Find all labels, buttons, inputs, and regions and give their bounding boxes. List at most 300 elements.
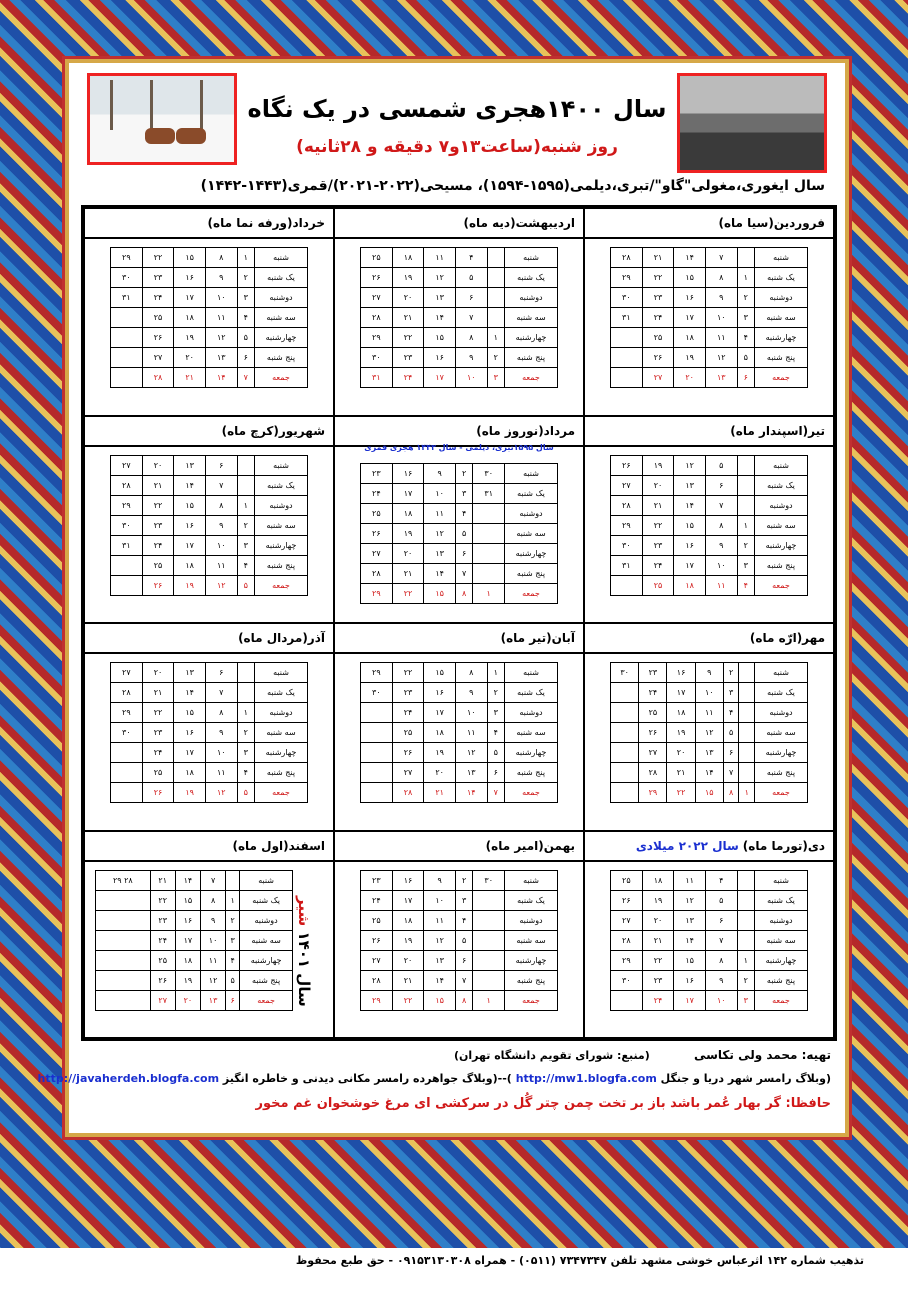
weekday-label: یک شنبه (505, 483, 558, 503)
day-cell: ۲۴ (142, 535, 174, 555)
day-cell: ۲۷ (111, 455, 143, 475)
day-cell: ۲۶ (361, 930, 393, 950)
weekday-label: پنج شنبه (755, 348, 808, 368)
weekday-label: چهارشنبه (255, 743, 308, 763)
month-cell (584, 831, 834, 1039)
weekday-label: شنبه (755, 663, 808, 683)
month-name: شهریور(کرچ ماه) (221, 423, 325, 438)
day-cell: ۴ (487, 723, 504, 743)
weekday-label: دوشنبه (255, 288, 308, 308)
day-cell: ۲۴ (392, 703, 424, 723)
day-cell: ۱۱ (205, 308, 237, 328)
day-cell: ۱۸ (392, 910, 424, 930)
day-cell (237, 475, 254, 495)
day-cell (611, 575, 643, 595)
day-cell: ۲۸ (639, 763, 667, 783)
month-table (95, 870, 293, 1011)
day-cell (361, 703, 393, 723)
day-cell: ۴ (226, 950, 240, 970)
day-cell: ۲۸ (611, 248, 643, 268)
day-cell: ۱۰ (205, 743, 237, 763)
day-cell: ۱۱ (205, 555, 237, 575)
day-cell: ۱۱ (455, 723, 487, 743)
day-cell: ۷ (455, 308, 487, 328)
weekday-label: پنج شنبه (755, 555, 808, 575)
day-cell: ۲۴ (392, 368, 424, 388)
day-cell: ۲۲ (642, 268, 674, 288)
day-cell: ۱۷ (424, 703, 456, 723)
month-table (110, 455, 308, 596)
day-cell: ۲۹ (361, 583, 393, 603)
day-cell: ۱۳ (455, 763, 487, 783)
day-cell: ۱۵ (424, 663, 456, 683)
day-cell: ۱۹ (642, 890, 674, 910)
day-cell: ۳۰ (611, 535, 643, 555)
weekday-label: جمعه (505, 368, 558, 388)
day-cell (111, 783, 143, 803)
day-cell: ۳۱ (611, 555, 643, 575)
day-cell: ۵ (237, 328, 254, 348)
month-title (85, 832, 333, 862)
day-cell: ۱۹ (392, 268, 424, 288)
weekday-label: پنج شنبه (505, 763, 558, 783)
day-cell: ۲۰ (642, 910, 674, 930)
day-cell: ۳۰ (473, 870, 505, 890)
day-cell: ۲۳ (142, 723, 174, 743)
day-cell: ۱۹ (392, 523, 424, 543)
day-cell: ۱۹ (674, 348, 706, 368)
day-cell: ۲۷ (642, 368, 674, 388)
day-cell: ۲۱ (667, 763, 695, 783)
weekday-label: پنج شنبه (240, 970, 293, 990)
day-cell: ۲۳ (642, 970, 674, 990)
day-cell: ۲ (455, 463, 472, 483)
blog-link-1[interactable]: http://mw1.blogfa.com (515, 1072, 657, 1085)
month-cell (334, 208, 584, 416)
day-cell (96, 930, 150, 950)
weekday-label: پنج شنبه (255, 555, 308, 575)
day-cell: ۲۹ (111, 248, 143, 268)
weekday-label: پنج شنبه (255, 348, 308, 368)
day-cell: ۱۳ (674, 475, 706, 495)
day-cell: ۳ (455, 890, 472, 910)
day-cell: ۱۳ (201, 990, 226, 1010)
day-cell: ۷ (455, 970, 472, 990)
day-cell: ۴ (237, 308, 254, 328)
month-subtitle: سال ۲۰۲۲ میلادی (635, 838, 739, 853)
weekday-label: پنج شنبه (755, 763, 808, 783)
day-cell: ۲۰ (175, 990, 200, 1010)
day-cell: ۱ (487, 663, 504, 683)
weekday-label: شنبه (505, 663, 558, 683)
month-cell (84, 623, 334, 831)
day-cell (226, 870, 240, 890)
year-line: سال ایغوری،مغولی"گاو"/تبری،دیلمی(۱۵۹۵-۱۵۹۴)، مسیحی(۲۰۲۲-۲۰۲۱)/قمری(۱۴۴۳-۱۴۴۲) (200, 178, 825, 194)
day-cell: ۲۸ (361, 563, 393, 583)
day-cell: ۱۰ (705, 555, 737, 575)
day-cell: ۲۵ (392, 723, 424, 743)
day-cell (611, 990, 643, 1010)
day-cell: ۱۹ (174, 783, 206, 803)
day-cell (473, 523, 505, 543)
day-cell: ۸ (705, 515, 737, 535)
day-cell: ۱۵ (175, 890, 200, 910)
day-cell: ۱۵ (174, 703, 206, 723)
day-cell (611, 703, 639, 723)
weekday-label: شنبه (755, 248, 808, 268)
weekday-label: سه شنبه (755, 515, 808, 535)
month-table (110, 247, 308, 388)
weekday-label: یک شنبه (755, 890, 808, 910)
day-cell: ۲۵ (642, 575, 674, 595)
day-cell: ۲۸ (111, 475, 143, 495)
day-cell (611, 743, 639, 763)
day-cell: ۲۳ (361, 870, 393, 890)
day-cell (473, 910, 505, 930)
day-cell: ۲۸ (361, 308, 393, 328)
day-cell (611, 683, 639, 703)
month-table (360, 662, 558, 803)
next-year-label (287, 882, 313, 1022)
day-cell: ۱۶ (392, 463, 424, 483)
day-cell: ۵ (455, 268, 487, 288)
day-cell: ۲۶ (639, 723, 667, 743)
day-cell: ۴ (723, 703, 739, 723)
weekday-label: چهارشنبه (255, 328, 308, 348)
day-cell (739, 763, 755, 783)
day-cell: ۲۱ (642, 930, 674, 950)
month-table (110, 662, 308, 803)
month-cell (334, 831, 584, 1039)
day-cell: ۲۵ (642, 328, 674, 348)
day-cell: ۱۸ (424, 723, 456, 743)
day-cell (473, 930, 505, 950)
day-cell: ۹ (201, 910, 226, 930)
day-cell: ۱۶ (175, 910, 200, 930)
day-cell: ۱ (737, 950, 754, 970)
day-cell: ۲۹ (639, 783, 667, 803)
source: (منبع: شورای تقویم دانشگاه تهران) (453, 1049, 650, 1062)
group-photo (677, 73, 827, 173)
day-cell: ۴ (455, 248, 487, 268)
blog-link-2[interactable]: http://javaherdeh.blogfa.com (37, 1072, 220, 1085)
day-cell: ۸ (723, 783, 739, 803)
day-cell (611, 763, 639, 783)
day-cell: ۲۳ (639, 663, 667, 683)
day-cell: ۲۱ (174, 368, 206, 388)
day-cell: ۲۸ (361, 970, 393, 990)
day-cell: ۲۶ (642, 348, 674, 368)
day-cell: ۲۱ (392, 563, 424, 583)
weekday-label: دوشنبه (755, 703, 808, 723)
day-cell: ۲۵ (639, 703, 667, 723)
weekday-label: سه شنبه (255, 308, 308, 328)
day-cell: ۶ (487, 763, 504, 783)
day-cell: ۷ (705, 495, 737, 515)
month-name: آذر(مردال ماه) (238, 631, 325, 645)
weekday-label: جمعه (755, 990, 808, 1010)
weekday-label: شنبه (505, 248, 558, 268)
weekday-label: یک شنبه (755, 683, 808, 703)
day-cell: ۵ (737, 348, 754, 368)
day-cell: ۲۹ (361, 328, 393, 348)
weekday-label: چهارشنبه (755, 328, 808, 348)
day-cell (111, 575, 143, 595)
day-cell: ۲۵ (361, 910, 393, 930)
day-cell: ۲۰ (142, 663, 174, 683)
day-cell: ۱۳ (674, 910, 706, 930)
day-cell: ۳۱ (111, 288, 143, 308)
day-cell: ۳ (237, 288, 254, 308)
day-cell: ۳۱ (361, 368, 393, 388)
day-cell: ۱۵ (695, 783, 723, 803)
day-cell: ۲۵ (150, 950, 175, 970)
weekday-label: سه شنبه (505, 523, 558, 543)
day-cell: ۱۴ (205, 368, 237, 388)
month-name: خرداد(ورفه نما ماه) (207, 216, 325, 230)
day-cell: ۲۰ (392, 950, 424, 970)
day-cell: ۱۵ (674, 515, 706, 535)
day-cell: ۲۳ (642, 535, 674, 555)
day-cell: ۱۸ (174, 308, 206, 328)
day-cell: ۱۸ (392, 248, 424, 268)
day-cell: ۳۰ (611, 970, 643, 990)
day-cell: ۲۳ (392, 683, 424, 703)
day-cell: ۲۶ (361, 268, 393, 288)
day-cell: ۲۱ (142, 683, 174, 703)
day-cell (739, 743, 755, 763)
day-cell: ۲۹ (111, 495, 143, 515)
day-cell: ۱۷ (667, 683, 695, 703)
day-cell: ۷ (487, 783, 504, 803)
months-grid (81, 205, 837, 1041)
day-cell: ۲۶ (361, 523, 393, 543)
day-cell: ۱۴ (695, 763, 723, 783)
day-cell: ۱۷ (424, 368, 456, 388)
day-cell: ۱۲ (205, 328, 237, 348)
page-title: سال ۱۴۰۰هجری شمسی در یک نگاه (247, 95, 667, 123)
month-table (610, 662, 808, 803)
month-title (335, 832, 583, 862)
day-cell: ۱ (473, 583, 505, 603)
month-title (85, 209, 333, 239)
day-cell: ۸ (205, 703, 237, 723)
day-cell: ۵ (455, 523, 472, 543)
day-cell: ۴ (705, 870, 737, 890)
month-cell (334, 623, 584, 831)
day-cell: ۱۹ (175, 970, 200, 990)
day-cell: ۲۹ (361, 990, 393, 1010)
day-cell: ۱۵ (424, 583, 456, 603)
day-cell: ۳۰ (473, 463, 505, 483)
day-cell: ۱۷ (174, 288, 206, 308)
day-cell (739, 723, 755, 743)
day-cell: ۱۴ (674, 930, 706, 950)
day-cell: ۴ (737, 328, 754, 348)
day-cell: ۱۲ (205, 783, 237, 803)
day-cell: ۲۲ (392, 583, 424, 603)
day-cell (96, 950, 150, 970)
day-cell: ۱۳ (424, 950, 456, 970)
day-cell (96, 990, 150, 1010)
day-cell (111, 368, 143, 388)
day-cell: ۲ (237, 723, 254, 743)
weekday-label: پنج شنبه (505, 563, 558, 583)
day-cell: ۲۹ (361, 663, 393, 683)
day-cell: ۱۹ (174, 575, 206, 595)
day-cell: ۲۸ (111, 683, 143, 703)
day-cell (473, 970, 505, 990)
day-cell: ۱۱ (705, 575, 737, 595)
month-name: اردیبهشت(دیه ماه) (463, 216, 575, 230)
day-cell: ۶ (723, 743, 739, 763)
day-cell (111, 743, 143, 763)
day-cell: ۵ (705, 455, 737, 475)
day-cell: ۱۱ (424, 248, 456, 268)
day-cell: ۱۳ (174, 455, 206, 475)
day-cell (111, 308, 143, 328)
weekday-label: چهارشنبه (505, 743, 558, 763)
day-cell: ۱۶ (674, 288, 706, 308)
day-cell: ۶ (205, 663, 237, 683)
day-cell: ۲۶ (611, 890, 643, 910)
month-table (360, 870, 558, 1011)
day-cell: ۸ (455, 328, 487, 348)
weekday-label: دوشنبه (505, 910, 558, 930)
day-cell (487, 248, 504, 268)
next-year-animal: شیر (295, 896, 313, 927)
day-cell: ۸ (705, 950, 737, 970)
day-cell: ۳ (237, 535, 254, 555)
weekday-label: جمعه (240, 990, 293, 1010)
day-cell: ۷ (705, 930, 737, 950)
day-cell: ۱۰ (424, 890, 456, 910)
weekday-label: سه شنبه (755, 930, 808, 950)
day-cell: ۲۸ ۲۹ (96, 870, 150, 890)
weekday-label: چهارشنبه (505, 543, 558, 563)
day-cell: ۲۳ (150, 910, 175, 930)
day-cell: ۱۹ (642, 455, 674, 475)
day-cell: ۲۷ (361, 950, 393, 970)
day-cell: ۱۳ (205, 348, 237, 368)
day-cell: ۱۴ (174, 475, 206, 495)
month-name: مرداد(نوروز ماه) (476, 423, 575, 438)
day-cell: ۳ (487, 703, 504, 723)
author: تهیه: محمد ولی تکاسی (693, 1048, 831, 1062)
day-cell (361, 763, 393, 783)
day-cell: ۶ (455, 288, 487, 308)
day-cell: ۵ (705, 890, 737, 910)
weekday-label: چهارشنبه (755, 743, 808, 763)
day-cell: ۴ (455, 910, 472, 930)
day-cell: ۲۱ (150, 870, 175, 890)
day-cell: ۱۸ (667, 703, 695, 723)
day-cell: ۱۵ (424, 328, 456, 348)
day-cell: ۱۴ (174, 683, 206, 703)
day-cell (611, 723, 639, 743)
month-title (335, 624, 583, 654)
day-cell: ۷ (455, 563, 472, 583)
poem: حافظا: گر بهار عُمر باشد باز بر تخت چمن چتر گُل در سرکشی ای مرغ خوشخوان غم مخور (255, 1096, 831, 1111)
weekday-label: چهارشنبه (755, 535, 808, 555)
day-cell (96, 910, 150, 930)
day-cell: ۷ (205, 475, 237, 495)
day-cell: ۱۲ (424, 268, 456, 288)
weekday-label: پنج شنبه (505, 348, 558, 368)
day-cell: ۲۶ (142, 328, 174, 348)
day-cell: ۳۱ (111, 535, 143, 555)
day-cell: ۱۲ (674, 890, 706, 910)
day-cell: ۹ (705, 970, 737, 990)
day-cell: ۷ (237, 368, 254, 388)
day-cell: ۲۲ (150, 890, 175, 910)
day-cell: ۲۴ (361, 890, 393, 910)
weekday-label: سه شنبه (505, 723, 558, 743)
day-cell: ۹ (424, 870, 456, 890)
month-cell (84, 831, 334, 1039)
day-cell: ۹ (205, 723, 237, 743)
month-cell (584, 208, 834, 416)
day-cell: ۹ (695, 663, 723, 683)
day-cell: ۲۲ (142, 495, 174, 515)
day-cell (111, 555, 143, 575)
day-cell: ۲۲ (392, 990, 424, 1010)
day-cell: ۱۲ (705, 348, 737, 368)
day-cell (361, 783, 393, 803)
footer-text: تذهیب شماره ۱۴۲ اثرعباس خوشی مشهد تلفن ۷۳۴۷۳۴۷ (۰۵۱۱) - همراه ۰۹۱۵۳۱۳۰۳۰۸ - حق طبع محفوظ (295, 1254, 864, 1267)
day-cell: ۲۲ (642, 950, 674, 970)
day-cell: ۲۶ (150, 970, 175, 990)
weekday-label: سه شنبه (505, 308, 558, 328)
weekday-label: یک شنبه (255, 268, 308, 288)
day-cell: ۱ (739, 783, 755, 803)
day-cell: ۴ (237, 555, 254, 575)
day-cell: ۱۶ (424, 683, 456, 703)
day-cell: ۳۱ (473, 483, 505, 503)
day-cell: ۲۴ (642, 308, 674, 328)
day-cell: ۳ (237, 743, 254, 763)
day-cell: ۱۵ (174, 248, 206, 268)
day-cell: ۱۱ (695, 703, 723, 723)
day-cell (473, 563, 505, 583)
day-cell: ۲۲ (142, 248, 174, 268)
day-cell: ۱۰ (695, 683, 723, 703)
day-cell: ۸ (201, 890, 226, 910)
day-cell: ۲۰ (392, 288, 424, 308)
page-subtitle: روز شنبه(ساعت۱۳و۷ دقیقه و ۲۸ثانیه) (296, 137, 618, 157)
day-cell: ۲۷ (361, 288, 393, 308)
day-cell: ۵ (455, 930, 472, 950)
weekday-label: سه شنبه (255, 723, 308, 743)
day-cell (237, 455, 254, 475)
day-cell: ۱۷ (392, 890, 424, 910)
month-cell (84, 208, 334, 416)
day-cell: ۹ (424, 463, 456, 483)
month-name: دی(تورما ماه) (742, 838, 825, 853)
weekday-label: دوشنبه (505, 503, 558, 523)
day-cell: ۶ (705, 475, 737, 495)
day-cell: ۱۴ (424, 970, 456, 990)
day-cell: ۱۵ (674, 268, 706, 288)
day-cell: ۵ (237, 783, 254, 803)
weekday-label: جمعه (255, 368, 308, 388)
day-cell (737, 930, 754, 950)
day-cell: ۱ (737, 268, 754, 288)
weekday-label: یک شنبه (240, 890, 293, 910)
day-cell: ۱۴ (175, 870, 200, 890)
day-cell: ۲۴ (142, 743, 174, 763)
day-cell: ۸ (705, 268, 737, 288)
